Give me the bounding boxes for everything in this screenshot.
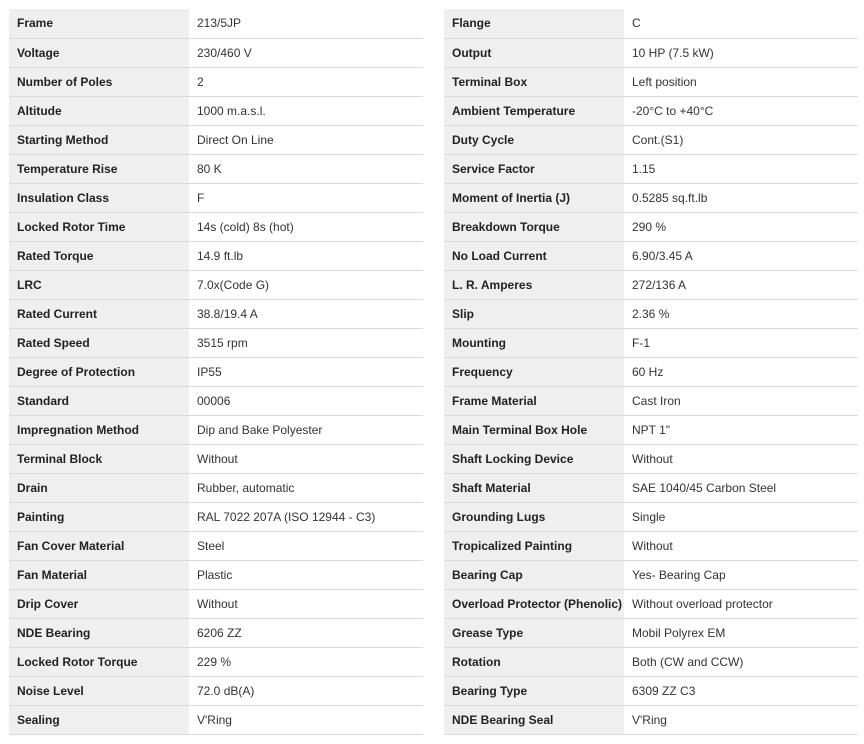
spec-value: Direct On Line (189, 125, 423, 154)
spec-row (444, 67, 858, 96)
spec-value: SAE 1040/45 Carbon Steel (624, 473, 858, 502)
spec-value: 7.0x(Code G) (189, 270, 423, 299)
spec-value: Rubber, automatic (189, 473, 423, 502)
spec-label: Tropicalized Painting (444, 531, 624, 560)
spec-value: Yes- Bearing Cap (624, 560, 858, 589)
spec-label: Painting (9, 502, 189, 531)
spec-label: LRC (9, 270, 189, 299)
spec-label: Number of Poles (9, 67, 189, 96)
spec-row (9, 531, 423, 560)
spec-label: Standard (9, 386, 189, 415)
spec-label: Output (444, 38, 624, 67)
spec-label: Service Factor (444, 154, 624, 183)
spec-row (9, 386, 423, 415)
spec-label: Insulation Class (9, 183, 189, 212)
spec-label: Drip Cover (9, 589, 189, 618)
spec-label: Rated Speed (9, 328, 189, 357)
spec-row (9, 67, 423, 96)
spec-label: Flange (444, 9, 624, 38)
spec-value: NPT 1" (624, 415, 858, 444)
spec-label: Shaft Material (444, 473, 624, 502)
spec-row (9, 473, 423, 502)
spec-value: 3515 rpm (189, 328, 423, 357)
spec-value: 6.90/3.45 A (624, 241, 858, 270)
spec-row (9, 647, 423, 676)
spec-row (444, 415, 858, 444)
spec-label: Rotation (444, 647, 624, 676)
spec-row (444, 212, 858, 241)
spec-label: Mounting (444, 328, 624, 357)
spec-label: Rated Current (9, 299, 189, 328)
spec-value: 0.5285 sq.ft.lb (624, 183, 858, 212)
spec-label: Impregnation Method (9, 415, 189, 444)
spec-row (444, 386, 858, 415)
spec-row (9, 241, 423, 270)
spec-label: Degree of Protection (9, 357, 189, 386)
spec-row (444, 9, 858, 38)
spec-value: RAL 7022 207A (ISO 12944 - C3) (189, 502, 423, 531)
spec-label: Breakdown Torque (444, 212, 624, 241)
spec-label: Starting Method (9, 125, 189, 154)
spec-value: IP55 (189, 357, 423, 386)
spec-label: Drain (9, 473, 189, 502)
spec-value: 1000 m.a.s.l. (189, 96, 423, 125)
spec-value: 60 Hz (624, 357, 858, 386)
spec-value: 38.8/19.4 A (189, 299, 423, 328)
spec-row (444, 241, 858, 270)
spec-row (9, 444, 423, 473)
spec-label: Terminal Box (444, 67, 624, 96)
spec-row (444, 676, 858, 705)
spec-row (9, 299, 423, 328)
spec-label: Frame Material (444, 386, 624, 415)
spec-row (444, 270, 858, 299)
spec-value: Plastic (189, 560, 423, 589)
spec-label: Noise Level (9, 676, 189, 705)
spec-row (444, 502, 858, 531)
spec-row (9, 415, 423, 444)
spec-value: Cast Iron (624, 386, 858, 415)
spec-value: Without overload protector (624, 589, 858, 618)
spec-value: 2 (189, 67, 423, 96)
spec-value: 6309 ZZ C3 (624, 676, 858, 705)
spec-value: 14.9 ft.lb (189, 241, 423, 270)
spec-row (9, 705, 423, 734)
spec-row (9, 125, 423, 154)
spec-label: No Load Current (444, 241, 624, 270)
spec-label: Bearing Cap (444, 560, 624, 589)
spec-label: Fan Material (9, 560, 189, 589)
spec-label: Altitude (9, 96, 189, 125)
spec-label: Sealing (9, 705, 189, 734)
spec-value: Steel (189, 531, 423, 560)
spec-label: Bearing Type (444, 676, 624, 705)
spec-value: Single (624, 502, 858, 531)
spec-value: 229 % (189, 647, 423, 676)
spec-row (9, 589, 423, 618)
spec-row (444, 560, 858, 589)
spec-row (444, 589, 858, 618)
spec-value: 1.15 (624, 154, 858, 183)
spec-row (444, 328, 858, 357)
spec-row (9, 676, 423, 705)
spec-value: Left position (624, 67, 858, 96)
spec-row (9, 618, 423, 647)
spec-value: 272/136 A (624, 270, 858, 299)
spec-value: 80 K (189, 154, 423, 183)
spec-row (9, 328, 423, 357)
spec-label: Shaft Locking Device (444, 444, 624, 473)
spec-row (444, 473, 858, 502)
spec-row (9, 183, 423, 212)
spec-value: F (189, 183, 423, 212)
spec-value: V'Ring (189, 705, 423, 734)
spec-label: Main Terminal Box Hole (444, 415, 624, 444)
spec-row (444, 183, 858, 212)
spec-value: 14s (cold) 8s (hot) (189, 212, 423, 241)
spec-value: 00006 (189, 386, 423, 415)
spec-label: Overload Protector (Phenolic) (444, 589, 624, 618)
spec-value: Cont.(S1) (624, 125, 858, 154)
spec-row (9, 212, 423, 241)
spec-row (9, 560, 423, 589)
spec-value: Without (189, 444, 423, 473)
spec-table-right (444, 9, 858, 735)
spec-row (9, 357, 423, 386)
spec-value: Without (189, 589, 423, 618)
spec-row (444, 125, 858, 154)
spec-row (444, 444, 858, 473)
spec-row (444, 647, 858, 676)
spec-label: L. R. Amperes (444, 270, 624, 299)
spec-row (444, 154, 858, 183)
spec-value: Without (624, 531, 858, 560)
spec-value: 10 HP (7.5 kW) (624, 38, 858, 67)
spec-label: Fan Cover Material (9, 531, 189, 560)
spec-row (444, 531, 858, 560)
spec-table-left (9, 9, 423, 735)
spec-label: Rated Torque (9, 241, 189, 270)
spec-value: F-1 (624, 328, 858, 357)
spec-row (9, 96, 423, 125)
spec-label: NDE Bearing Seal (444, 705, 624, 734)
spec-label: Locked Rotor Torque (9, 647, 189, 676)
spec-value: 230/460 V (189, 38, 423, 67)
spec-value: C (624, 9, 858, 38)
spec-label: Terminal Block (9, 444, 189, 473)
spec-row (444, 705, 858, 734)
spec-row (444, 299, 858, 328)
spec-row (9, 38, 423, 67)
spec-label: NDE Bearing (9, 618, 189, 647)
spec-row (444, 357, 858, 386)
spec-value: 6206 ZZ (189, 618, 423, 647)
spec-value: Dip and Bake Polyester (189, 415, 423, 444)
spec-value: 213/5JP (189, 9, 423, 38)
spec-label: Frame (9, 9, 189, 38)
spec-label: Slip (444, 299, 624, 328)
spec-label: Grease Type (444, 618, 624, 647)
spec-row (9, 502, 423, 531)
spec-value: V'Ring (624, 705, 858, 734)
spec-label: Frequency (444, 357, 624, 386)
spec-label: Temperature Rise (9, 154, 189, 183)
spec-row (9, 9, 423, 38)
spec-table-right-body (444, 9, 858, 734)
spec-value: Mobil Polyrex EM (624, 618, 858, 647)
spec-row (444, 38, 858, 67)
spec-value: 72.0 dB(A) (189, 676, 423, 705)
spec-value: -20°C to +40°C (624, 96, 858, 125)
spec-row (444, 618, 858, 647)
spec-label: Duty Cycle (444, 125, 624, 154)
spec-label: Voltage (9, 38, 189, 67)
spec-row (9, 270, 423, 299)
spec-value: 2.36 % (624, 299, 858, 328)
spec-label: Ambient Temperature (444, 96, 624, 125)
spec-value: 290 % (624, 212, 858, 241)
spec-label: Grounding Lugs (444, 502, 624, 531)
spec-row (9, 154, 423, 183)
spec-label: Moment of Inertia (J) (444, 183, 624, 212)
spec-value: Without (624, 444, 858, 473)
spec-row (444, 96, 858, 125)
spec-table-left-body (9, 9, 423, 734)
spec-label: Locked Rotor Time (9, 212, 189, 241)
spec-value: Both (CW and CCW) (624, 647, 858, 676)
